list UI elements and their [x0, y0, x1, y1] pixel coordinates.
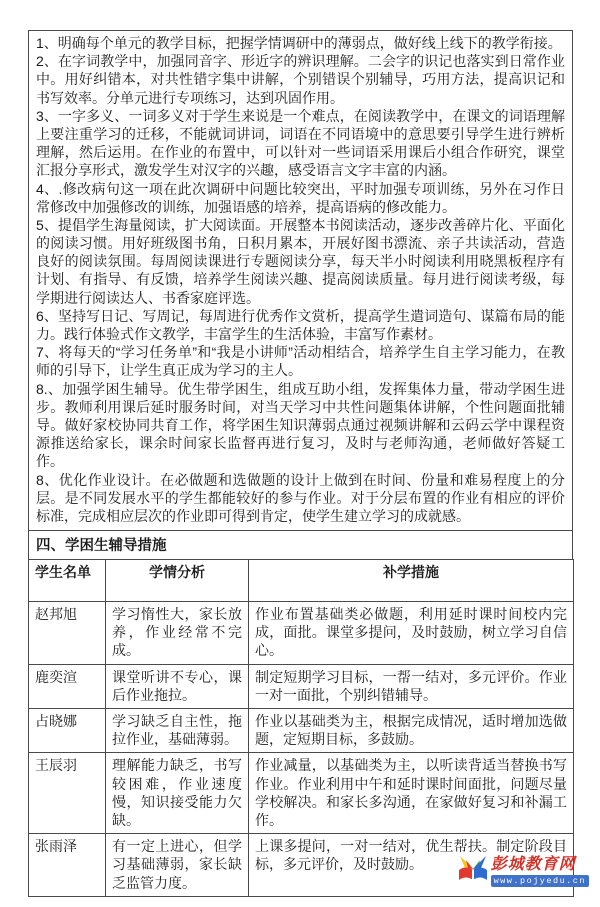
student-name-cell: 占晓娜: [29, 709, 106, 753]
student-row: [29, 709, 574, 753]
paragraph-7: 7、将每天的“学习任务单”和“我是小讲师”活动相结合，培养学生自主学习能力，在教师的引导下，让学生真正成为学习的主人。: [36, 344, 565, 379]
section-title-tutoring-measures: 四、学困生辅导措施: [28, 531, 573, 560]
learning-analysis-cell: 有一定上进心，但学习基础薄弱，家长缺乏监管力度。: [106, 834, 249, 897]
student-name-cell: 赵邦旭: [29, 602, 106, 665]
remedial-measures-cell: 作业以基础类为主，根据完成情况，适时增加选做题，定短期目标，多鼓励。: [249, 709, 574, 753]
paragraph-6: 6、坚持写日记、写周记，每周进行优秀作文赏析，提高学生遣词造句、谋篇布局的能力。践行体验式作文教学，丰富学生的生活体验，丰富写作素材。: [36, 307, 565, 342]
measures-text-block: [28, 30, 573, 531]
learning-analysis-cell: 课堂听讲不专心，课后作业拖拉。: [106, 664, 249, 708]
remedial-measures-cell: 作业布置基础类必做题，利用延时课时间校内完成，面批。课堂多提问，及时鼓励，树立学习自信心。: [249, 602, 574, 665]
learning-analysis-cell: 学习惰性大，家长放养，作业经常不完成。: [106, 602, 249, 665]
remedial-measures-cell: 上课多提问，一对一结对，优生帮扶。制定阶段目标，多元评价，及时鼓励。: [249, 834, 574, 897]
student-name-cell: 鹿奕渲: [29, 664, 106, 708]
student-row: [29, 664, 574, 708]
open-book-icon: [457, 854, 489, 888]
tutoring-table: [28, 559, 574, 897]
paragraph-9: 8、优化作业设计。在必做题和选做题的设计上做到在时间、份量和难易程度上的分层。是不同发展水平的学生都能较好的参与作业。对于分层布置的作业有相应的评价标准，完成相应层次的作业即可得到肯定，使学生建立学习的成就感。: [36, 471, 565, 524]
paragraph-1: 1、明确每个单元的教学目标，把握学情调研中的薄弱点，做好线上线下的教学衔接。: [36, 35, 562, 51]
watermark-site-url: www.pojyedu.cn: [491, 875, 589, 887]
paragraph-8: 8.、加强学困生辅导。优生带学困生，组成互助小组，发挥集体力量，带动学困生进步。教师利用课后延时服务时间，对当天学习中共性问题集体讲解，个性问题面批辅导。做好家校协同共育工作，将学困生知识薄弱点通过视频讲解和云码云学中课程资源推送给家长，课余时间家长监督再进行复习，及时与老师沟通，老师做好答疑工作。: [36, 380, 565, 470]
learning-analysis-cell: 学习缺乏自主性，拖拉作业，基础薄弱。: [106, 709, 249, 753]
header-learning-analysis: 学情分析: [106, 560, 249, 602]
header-remedial-measures: 补学措施: [249, 560, 574, 602]
site-watermark: [457, 854, 589, 888]
student-row: [29, 753, 574, 834]
table-header-row: [29, 560, 574, 602]
paragraph-5: 5、提倡学生海量阅读，扩大阅读面。开展整本书阅读活动，逐步改善碎片化、平面化的阅读习惯。用好班级图书角，日积月累本，开展好图书漂流、亲子共读活动，营造良好的阅读氛围。每周阅读课进行专题阅读分享，每天半小时阅读利用晓黑板程序有计划、有指导、有反馈，培养学生阅读兴趣、提高阅读质量。每月进行阅读考级，每学期进行阅读达人、书香家庭评选。: [36, 216, 565, 306]
paragraph-4: 4、.修改病句这一项在此次调研中问题比较突出，平时加强专项训练，另外在习作日常修改中加强修改的训练，加强语感的培养，提高语病的修改能力。: [36, 180, 565, 215]
paragraph-2: 2、在字词教学中，加强同音字、形近字的辨识理解。二会字的识记也落实到日常作业中。用好纠错本，对共性错字集中讲解，个别错误个别辅导，巧用方法，提高识记和书写效率。分单元进行专项练习，达到巩固作用。: [36, 53, 565, 106]
paragraph-3: 3、一字多义、一词多义对于学生来说是一个难点，在阅读教学中，在课文的词语理解上要注重学习的迁移，不能就词讲词，词语在不同语境中的意思要引导学生进行辨析理解，然后运用。在作业的布置中，可以针对一些词语采用课后小组合作研究，课堂汇报分享形式，激发学生对汉字的兴趣，感受语言文字丰富的内涵。: [36, 107, 565, 179]
learning-analysis-cell: 理解能力缺乏，书写较困难，作业速度慢，知识接受能力欠缺。: [106, 753, 249, 834]
student-name-cell: 张雨泽: [29, 834, 106, 897]
watermark-site-name: 彭城教育网: [490, 856, 576, 873]
remedial-measures-cell: 制定短期学习目标，一帮一结对，多元评价。作业一对一面批，个别纠错辅导。: [249, 664, 574, 708]
teaching-plan-document: [28, 30, 573, 897]
header-student-name: 学生名单: [29, 560, 106, 602]
student-name-cell: 王辰羽: [29, 753, 106, 834]
student-row: [29, 602, 574, 665]
remedial-measures-cell: 作业减量，以基础类为主，以听读背适当替换书写作业。作业利用中午和延时课时间面批，问题尽量学校解决。和家长多沟通，在家做好复习和补漏工作。: [249, 753, 574, 834]
watermark-text-column: [491, 857, 589, 887]
